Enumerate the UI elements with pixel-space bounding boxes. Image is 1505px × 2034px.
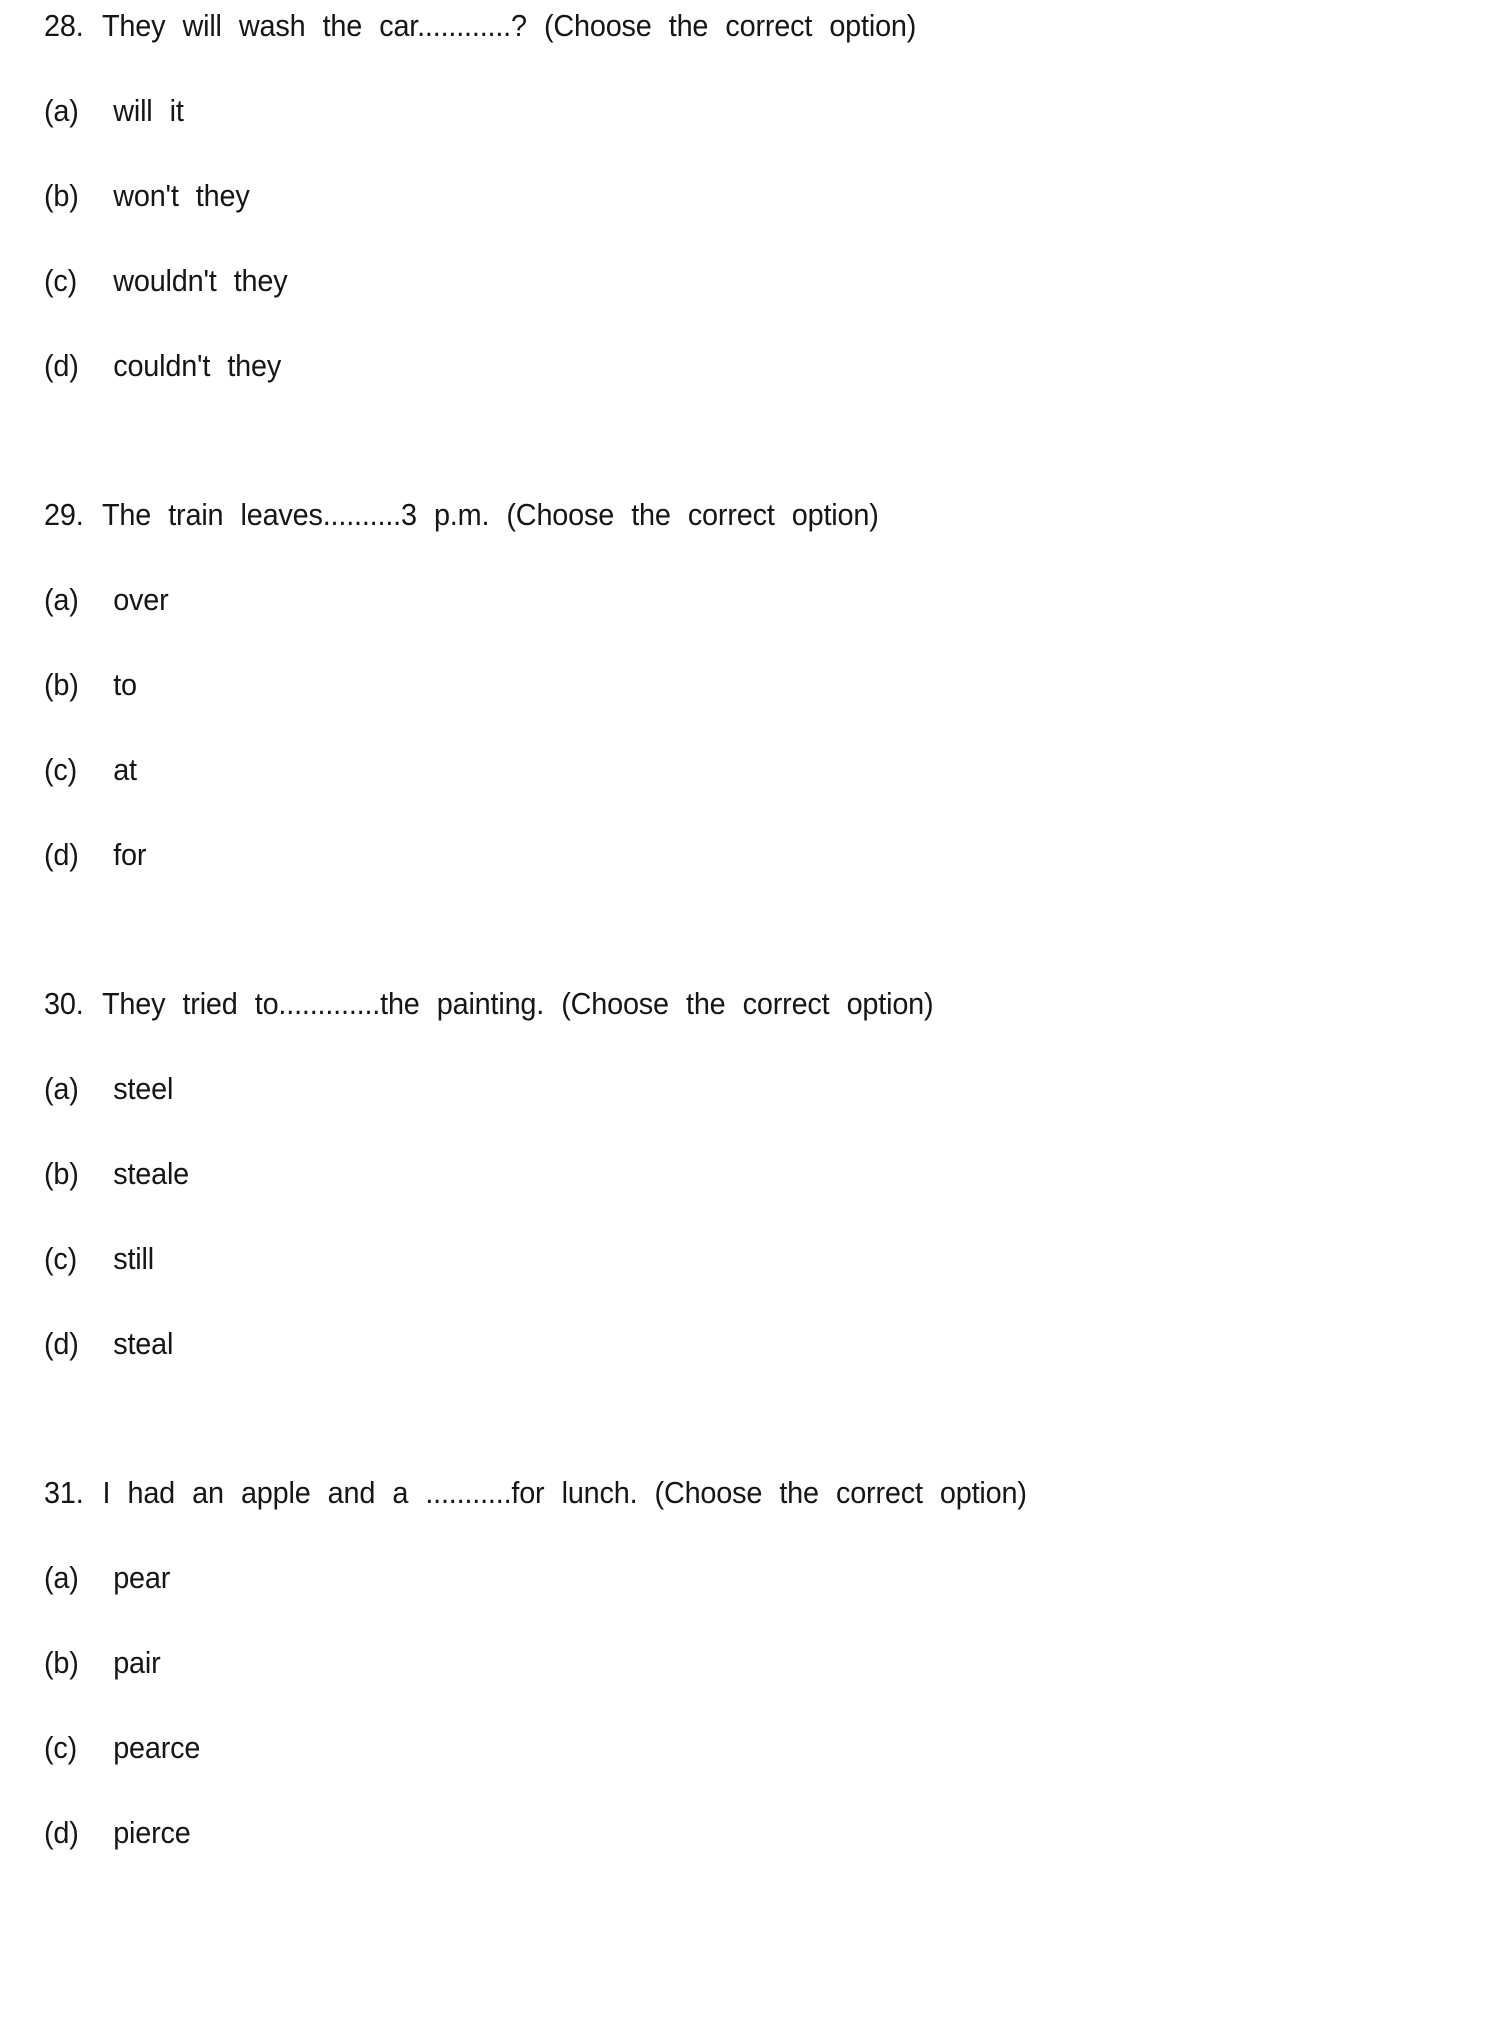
option-line	[44, 93, 1375, 157]
option-line	[44, 1156, 1375, 1220]
option-line	[44, 1815, 1375, 1879]
option-line	[44, 348, 1375, 412]
option-letter: (d)	[44, 348, 79, 383]
question-prompt: The train leaves..........3 p.m. (Choose the correct option)	[101, 497, 879, 532]
option-letter: (a)	[44, 93, 79, 128]
option-label: pierce	[113, 1815, 191, 1850]
option-label: over	[113, 582, 169, 617]
question-30	[44, 986, 1475, 1390]
option-line	[44, 178, 1375, 242]
option-label: steal	[113, 1326, 174, 1361]
option-label: pair	[113, 1645, 161, 1680]
question-number: 28.	[44, 8, 84, 43]
option-letter: (c)	[44, 1241, 78, 1276]
option-label: will it	[113, 93, 184, 128]
option-line	[44, 1730, 1375, 1794]
question-number: 31.	[44, 1475, 84, 1510]
option-label: still	[113, 1241, 154, 1276]
option-label: won't they	[113, 178, 250, 213]
option-label: pearce	[113, 1730, 201, 1765]
option-letter: (d)	[44, 837, 79, 872]
option-letter: (a)	[44, 1071, 79, 1106]
option-line	[44, 1326, 1375, 1390]
option-letter: (d)	[44, 1815, 79, 1850]
option-label: to	[113, 667, 137, 702]
option-label: steale	[113, 1156, 190, 1191]
option-letter: (c)	[44, 263, 78, 298]
option-letter: (a)	[44, 1560, 79, 1595]
question-line	[44, 497, 1375, 561]
option-line	[44, 1241, 1375, 1305]
question-prompt: I had an apple and a ...........for lunch. (Choose the correct option)	[102, 1475, 1027, 1510]
option-letter: (c)	[44, 1730, 78, 1765]
option-letter: (b)	[44, 667, 79, 702]
option-line	[44, 1560, 1375, 1624]
option-letter: (b)	[44, 1156, 79, 1191]
option-label: at	[113, 752, 137, 787]
option-line	[44, 752, 1375, 816]
option-line	[44, 1071, 1375, 1135]
question-28	[44, 8, 1475, 412]
option-line	[44, 263, 1375, 327]
question-line	[44, 986, 1375, 1050]
question-number: 29.	[44, 497, 84, 532]
option-letter: (c)	[44, 752, 78, 787]
option-letter: (a)	[44, 582, 79, 617]
option-line	[44, 837, 1375, 901]
option-line	[44, 667, 1375, 731]
option-label: couldn't they	[113, 348, 282, 383]
option-label: for	[113, 837, 147, 872]
option-letter: (b)	[44, 178, 79, 213]
option-line	[44, 582, 1375, 646]
question-line	[44, 1475, 1375, 1539]
question-number: 30.	[44, 986, 84, 1021]
question-prompt: They will wash the car............? (Choose the correct option)	[101, 8, 917, 43]
question-prompt: They tried to.............the painting. (Choose the correct option)	[101, 986, 934, 1021]
question-line	[44, 8, 1375, 72]
question-31	[44, 1475, 1475, 1879]
option-letter: (d)	[44, 1326, 79, 1361]
option-label: steel	[113, 1071, 174, 1106]
option-label: pear	[113, 1560, 171, 1595]
option-letter: (b)	[44, 1645, 79, 1680]
question-29	[44, 497, 1475, 901]
option-label: wouldn't they	[113, 263, 288, 298]
option-line	[44, 1645, 1375, 1709]
